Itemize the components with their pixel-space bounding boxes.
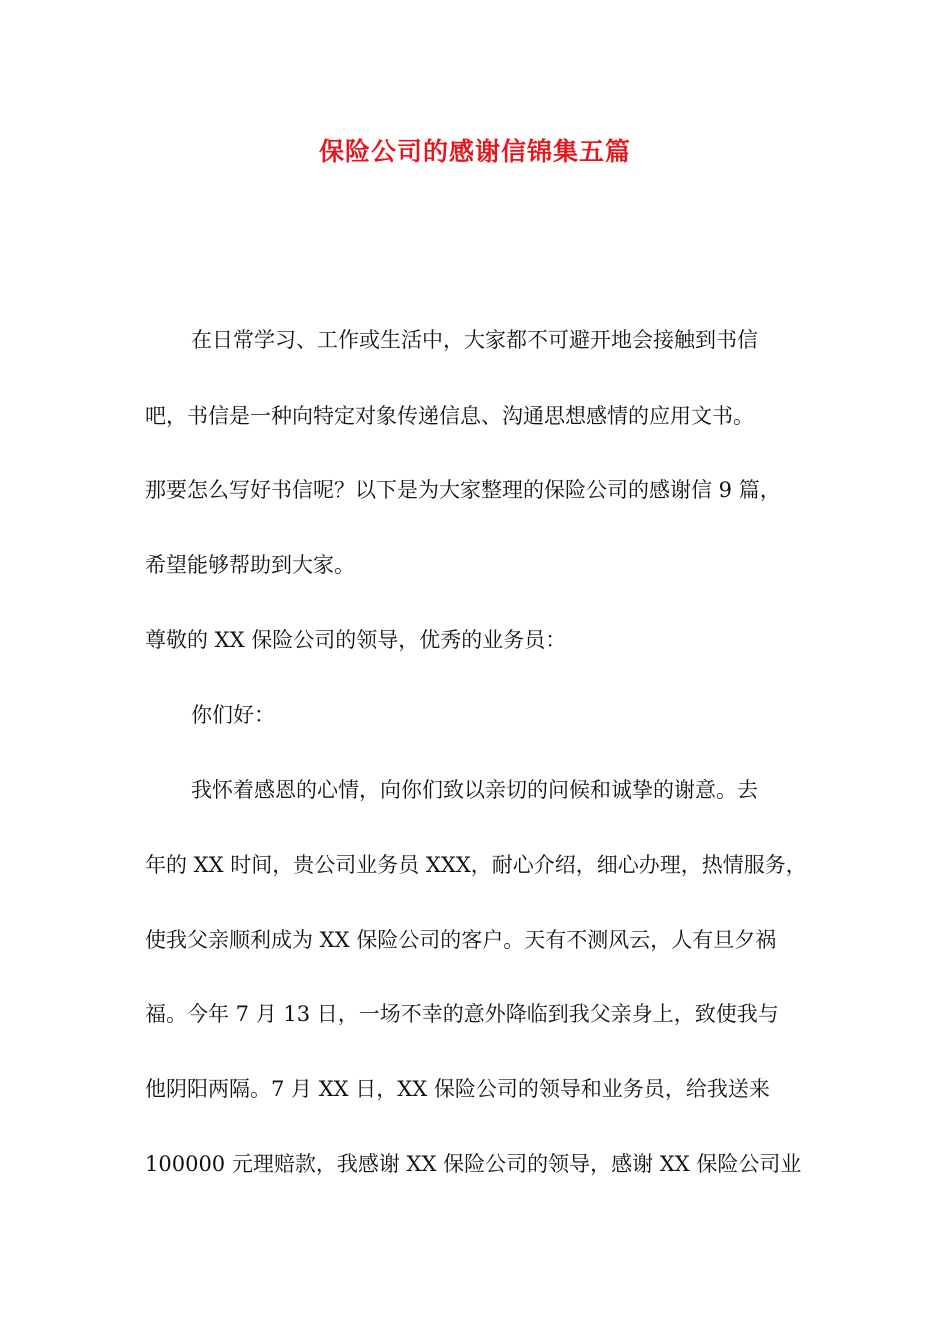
- paragraph-line: 福。今年 7 月 13 日，一场不幸的意外降临到我父亲身上，致使我与: [145, 1002, 779, 1026]
- paragraph-line: 100000 元理赔款，我感谢 XX 保险公司的领导，感谢 XX 保险公司业: [145, 1152, 802, 1176]
- greeting-line: 你们好：: [191, 703, 275, 727]
- salutation-line: 尊敬的 XX 保险公司的领导，优秀的业务员：: [145, 628, 567, 652]
- paragraph-line: 年的 XX 时间，贵公司业务员 XXX，耐心介绍，细心办理，热情服务，: [145, 853, 807, 877]
- paragraph-line: 在日常学习、工作或生活中，大家都不可避开地会接触到书信: [191, 328, 758, 352]
- paragraph-line: 吧，书信是一种向特定对象传递信息、沟通思想感情的应用文书。: [145, 404, 754, 428]
- paragraph-line: 我怀着感恩的心情，向你们致以亲切的问候和诚挚的谢意。去: [191, 778, 758, 802]
- paragraph-line: 希望能够帮助到大家。: [145, 553, 355, 577]
- paragraph-line: 那要怎么写好书信呢？以下是为大家整理的保险公司的感谢信 9 篇，: [145, 478, 781, 502]
- document-title: 保险公司的感谢信锦集五篇: [318, 137, 631, 166]
- paragraph-line: 使我父亲顺利成为 XX 保险公司的客户。天有不测风云，人有旦夕祸: [145, 928, 777, 952]
- paragraph-line: 他阴阳两隔。7 月 XX 日，XX 保险公司的领导和业务员，给我送来: [145, 1077, 770, 1101]
